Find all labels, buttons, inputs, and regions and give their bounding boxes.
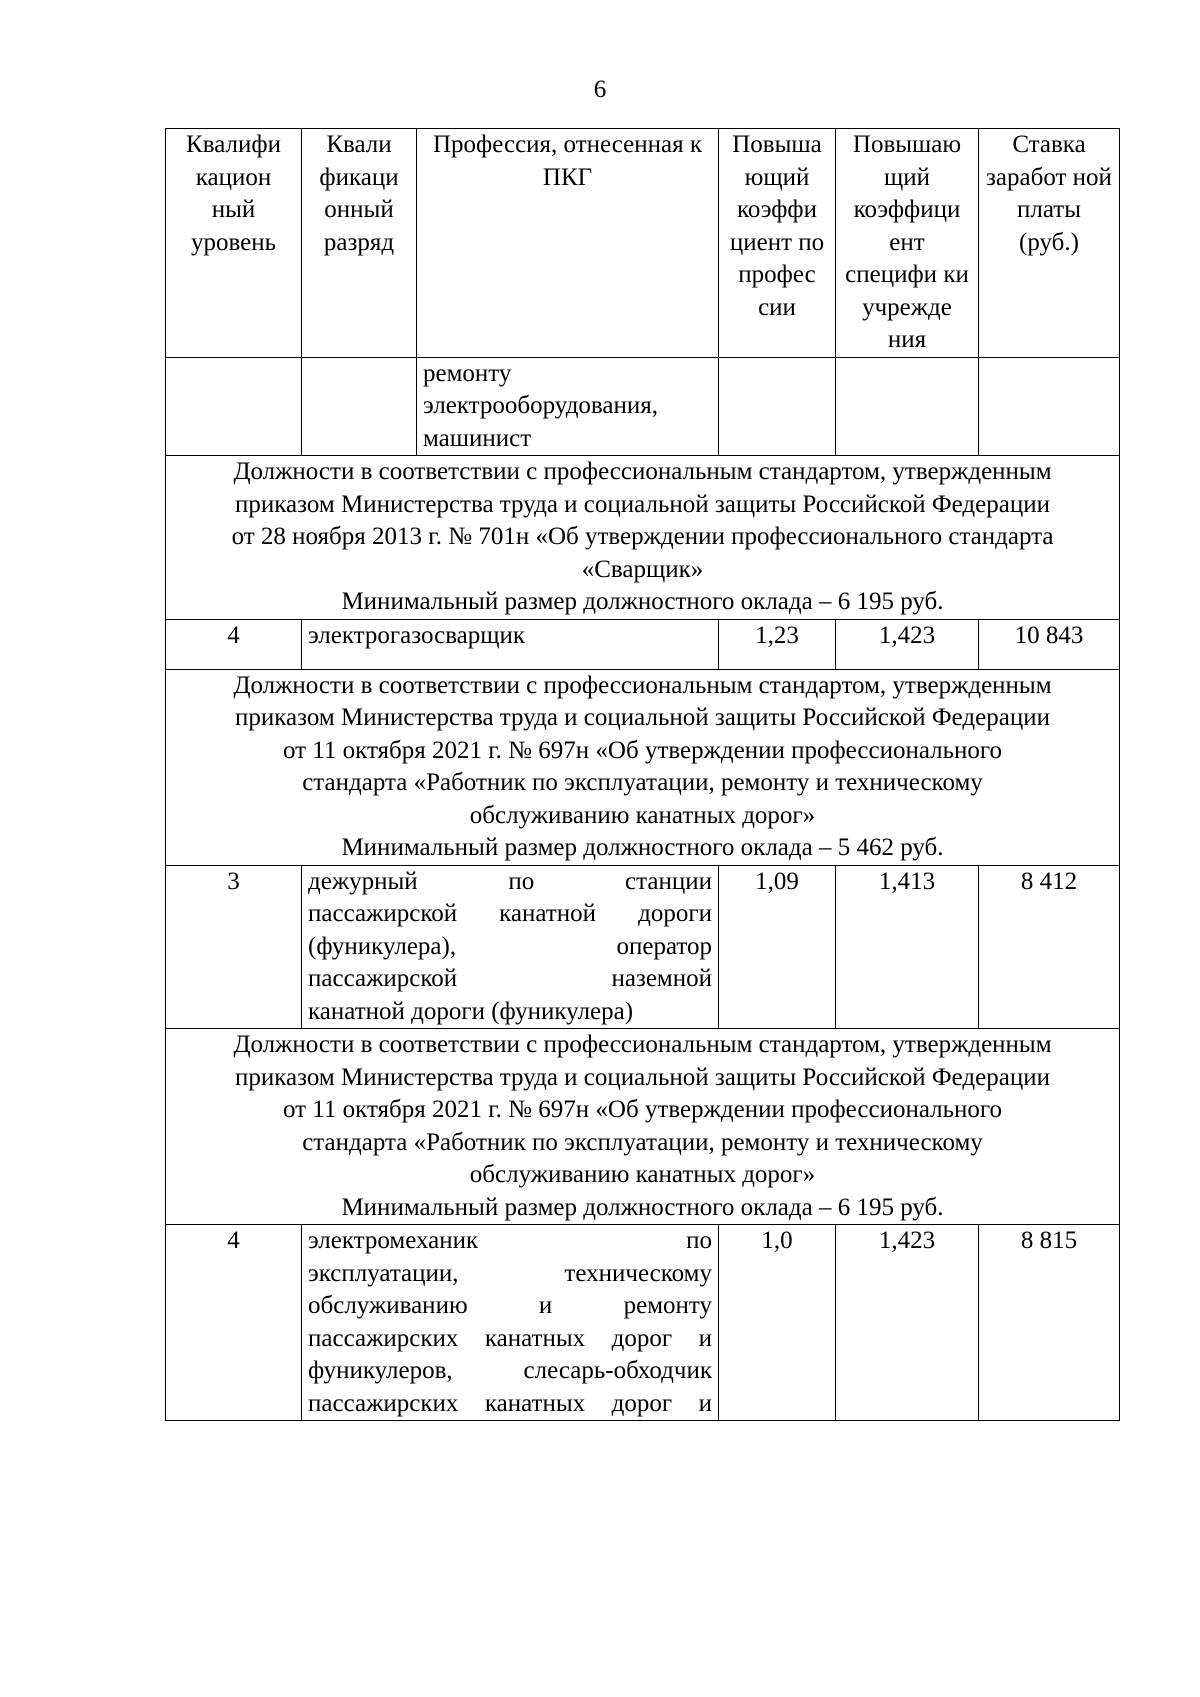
cell-salary: 8 815 [979,1225,1120,1421]
cell-profession [302,865,719,1029]
profession-line: эксплуатации, техническому [308,1259,712,1287]
section-line: «Сварщик» [581,555,704,583]
section-line: приказом Министерства труда и социальной защиты Российской Федерации [235,490,1050,518]
profession-line: машинист [423,424,532,452]
section-line: обслуживанию канатных дорог» [469,801,816,829]
cell-salary: 10 843 [979,619,1120,669]
section-line: стандарта «Работник по эксплуатации, ремонту и техническому [302,769,983,796]
header-institution-coefficient: Повышаю щий коэффици ент специфи ки учрежде ния [836,129,979,358]
section-line: Должности в соответствии с профессиональным стандартом, утвержденным [233,458,1052,485]
profession-line: обслуживанию и ремонту [308,1292,712,1319]
cell-salary: 8 412 [979,865,1120,1029]
section-heading [166,456,1120,620]
section-min-salary: Минимальный размер должностного оклада – 6 195 руб. [341,1193,944,1221]
cell-coef-profession: 1,09 [719,865,836,1029]
profession-line: ремонту [423,359,512,387]
section-heading [166,1029,1120,1225]
header-profession: Профессия, отнесенная к ПКГ [417,129,719,358]
header-qualification-level: Квалифи кацион ный уровень [166,129,302,358]
cell-coef-profession: 1,0 [719,1225,836,1421]
section-line: приказом Министерства труда и социальной защиты Российской Федерации [235,704,1050,731]
cell-empty [166,357,302,456]
cell-empty [979,357,1120,456]
cell-level: 4 [166,1225,302,1421]
profession-line: дежурный по станции [308,867,712,895]
section-heading [166,669,1120,865]
salary-table [165,128,1120,1421]
cell-coef-institution: 1,423 [836,1225,979,1421]
cell-level: 4 [166,619,302,669]
header-salary-rate: Ставка заработ ной платы (руб.) [979,129,1120,358]
section-line: стандарта «Работник по эксплуатации, ремонту и техническому [302,1128,983,1156]
profession-line: пассажирской наземной [308,965,712,992]
section-heading-row [166,669,1120,865]
cell-empty [719,357,836,456]
cell-profession-continuation [417,357,719,456]
cell-coef-institution: 1,423 [836,619,979,669]
cell-empty [836,357,979,456]
cell-level: 3 [166,865,302,1029]
section-heading-row [166,1029,1120,1225]
section-line: от 28 ноября 2013 г. № 701н «Об утверждении профессионального стандарта [231,523,1054,550]
profession-line: (фуникулера), оператор [308,932,712,960]
profession-line: электрооборудования, [423,392,659,419]
cell-profession [302,1225,719,1421]
section-line: от 11 октября 2021 г. № 697н «Об утверждении профессионального [282,736,1003,764]
table-row-continuation [166,357,1120,456]
table-row [166,865,1120,1029]
table-header-row [166,129,1120,358]
section-heading-row [166,456,1120,620]
header-profession-coefficient: Повыша ющий коэффи циент по профес сии [719,129,836,358]
profession-line: пассажирской канатной дороги [308,900,712,927]
header-qualification-grade: Квали фикаци онный разряд [302,129,417,358]
table-row [166,619,1120,669]
profession-line: электромеханик по [308,1227,712,1254]
cell-coef-profession: 1,23 [719,619,836,669]
profession-line: канатной дороги (фуникулера) [308,997,634,1025]
section-line: Должности в соответствии с профессиональным стандартом, утвержденным [233,1031,1052,1058]
table-row [166,1225,1120,1421]
section-min-salary: Минимальный размер должностного оклада – 6 195 руб. [341,588,944,615]
profession-line: фуникулеров, слесарь-обходчик [308,1357,712,1384]
section-line: обслуживанию канатных дорог» [469,1161,816,1188]
cell-profession: электрогазосварщик [302,619,719,669]
section-min-salary: Минимальный размер должностного оклада – 5 462 руб. [341,834,944,861]
section-line: Должности в соответствии с профессиональным стандартом, утвержденным [233,671,1052,699]
profession-line: пассажирских канатных дорог и [308,1389,712,1417]
cell-coef-institution: 1,413 [836,865,979,1029]
section-line: приказом Министерства труда и социальной защиты Российской Федерации [235,1063,1050,1091]
section-line: от 11 октября 2021 г. № 697н «Об утверждении профессионального [282,1096,1003,1123]
page-number: 6 [593,76,607,103]
cell-empty [302,357,417,456]
profession-line: пассажирских канатных дорог и [308,1324,712,1352]
